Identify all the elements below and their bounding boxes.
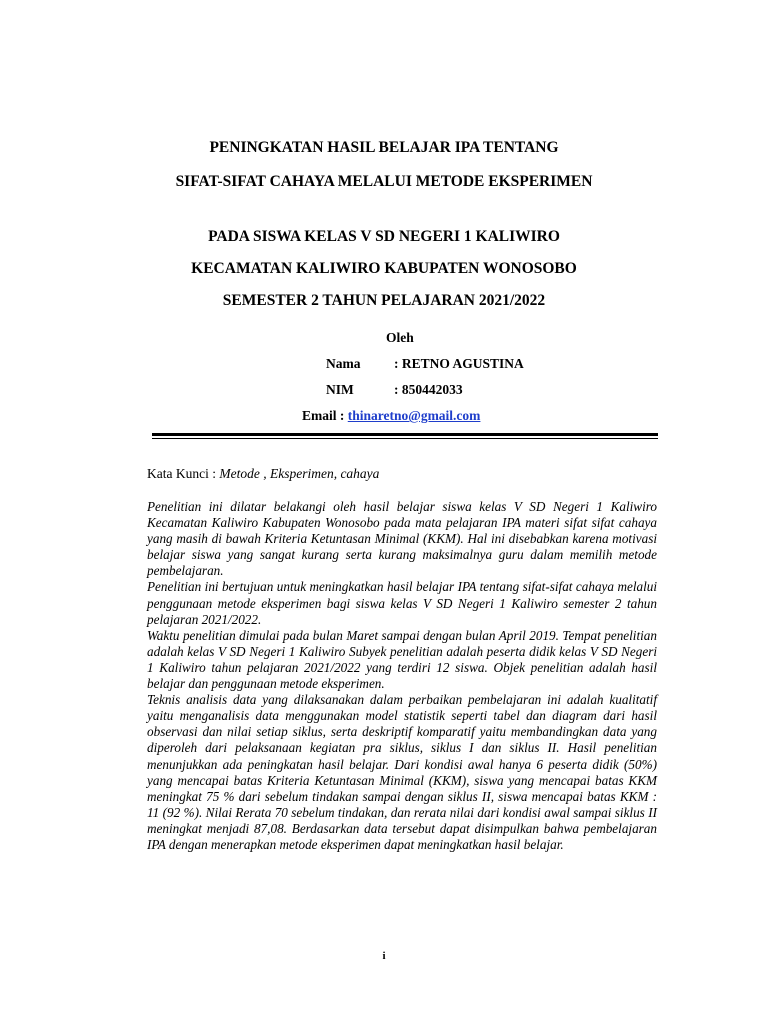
keywords <box>147 466 379 482</box>
title-line-2: SIFAT-SIFAT CAHAYA MELALUI METODE EKSPERIMEN <box>175 173 593 190</box>
author-name-value: : RETNO AGUSTINA <box>394 356 524 371</box>
author-nim-value: : 850442033 <box>394 382 463 397</box>
page-number: i <box>382 950 386 962</box>
header-divider-thin <box>152 438 658 439</box>
abstract-paragraph-4: Teknis analisis data yang dilaksanakan dalam perbaikan pembelajaran ini adalah kualitatif yaitu menganalisis data menggunakan model statistik seperti tabel dan diagram dari hasil observasi dan nilai setiap siklus, serta deskriptif komparatif yaitu membandingkan data yang diperoleh dari pelaksanaan kegiatan pra siklus, siklus I dan siklus II. Hasil penelitian menunjukkan ada peningkatan hasil belajar. Dari kondisi awal hanya 6 peserta didik (50%) yang mencapai batas Kriteria Ketuntasan Minimal (KKM), siswa yang mencapai batas KKM meningkat 75 % dari sebelum tindakan sampai dengan siklus II, siswa mencapai batas KKM : 11 (92 %). Nilai Rerata 70 sebelum tindakan, dan rerata nilai dari kondisi awal sampai siklus II meningkat menjadi 87,08. Berdasarkan data tersebut dapat disimpulkan bahwa pembelajaran IPA dengan menerapkan metode eksperimen dapat meningkatkan hasil belajar. <box>147 692 657 852</box>
title-line-3: PADA SISWA KELAS V SD NEGERI 1 KALIWIRO <box>208 228 560 245</box>
author-nim-row <box>326 382 463 398</box>
header-divider-thick <box>152 433 658 436</box>
author-email-row <box>302 408 480 424</box>
abstract-paragraph-2: Penelitian ini bertujuan untuk meningkatkan hasil belajar IPA tentang sifat-sifat cahaya melalui penggunaan metode eksperimen bagi siswa kelas V SD Negeri 1 Kaliwiro semester 2 tahun pelajaran 2021/2022. <box>147 579 657 627</box>
author-email-label: Email : <box>302 408 348 423</box>
title-line-1: PENINGKATAN HASIL BELAJAR IPA TENTANG <box>209 139 559 156</box>
title-line-5: SEMESTER 2 TAHUN PELAJARAN 2021/2022 <box>222 292 546 309</box>
abstract-paragraph-1: Penelitian ini dilatar belakangi oleh hasil belajar siswa kelas V SD Negeri 1 Kaliwiro Kecamatan Kaliwiro Kabupaten Wonosobo pada mata pelajaran IPA materi sifat sifat cahaya yang masih di bawah Kriteria Ketuntasan Minimal (KKM). Hal ini disebabkan karena motivasi belajar siswa yang sangat kurang serta kurang maksimalnya guru dalam memilih metode pembelajaran. <box>147 499 657 579</box>
keywords-value: Metode , Eksperimen, cahaya <box>219 466 380 481</box>
abstract <box>147 499 657 853</box>
abstract-paragraph-3: Waktu penelitian dimulai pada bulan Maret sampai dengan bulan April 2019. Tempat penelitian adalah kelas V SD Negeri 1 Kaliwiro Subyek penelitian adalah peserta didik kelas V SD Negeri 1 Kaliwiro tahun pelajaran 2021/2022 yang terdiri 12 siswa. Objek penelitian adalah hasil belajar dan penggunaan metode eksperimen. <box>147 627 657 692</box>
author-email-link[interactable]: thinaretno@gmail.com <box>347 408 481 423</box>
keywords-label: Kata Kunci : <box>147 466 220 481</box>
author-by-label: Oleh <box>386 330 414 345</box>
author-name-row <box>326 356 524 372</box>
author-nim-label: NIM <box>326 382 354 397</box>
author-name-label: Nama <box>326 356 361 371</box>
title-line-4: KECAMATAN KALIWIRO KABUPATEN WONOSOBO <box>191 260 577 277</box>
